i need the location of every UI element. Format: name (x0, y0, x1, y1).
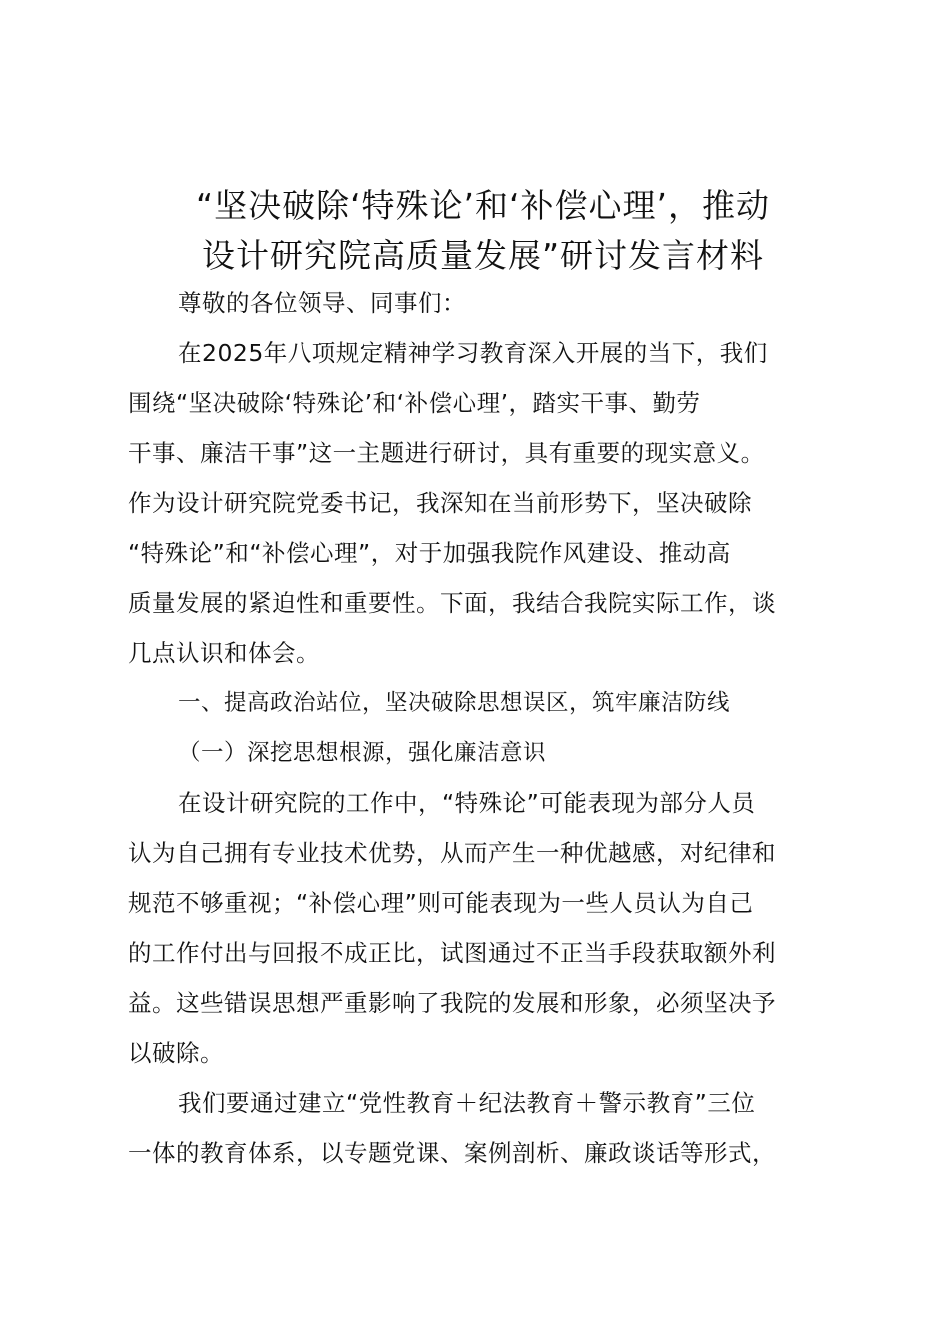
paragraph-line: “特殊论”和“补偿心理”，对于加强我院作风建设、推动高 (128, 539, 731, 567)
paragraph-intro (128, 328, 832, 678)
title-line-1: “坚决破除‘特殊论’和‘补偿心理’，推动 (195, 186, 771, 225)
paragraph-line: 规范不够重视；“补偿心理”则可能表现为一些人员认为自己 (128, 889, 754, 917)
document-body (128, 278, 832, 1178)
paragraph-line: 干事、廉洁干事”这一主题进行研讨，具有重要的现实意义。 (128, 439, 765, 467)
paragraph-line: 围绕“坚决破除‘特殊论’和‘补偿心理’，踏实干事、勤劳 (128, 389, 701, 417)
paragraph-line: 认为自己拥有专业技术优势，从而产生一种优越感，对纪律和 (128, 839, 776, 867)
document-title (118, 181, 848, 281)
paragraph-line: 质量发展的紧迫性和重要性。下面，我结合我院实际工作，谈 (128, 589, 776, 617)
paragraph-line: 在2025年八项规定精神学习教育深入开展的当下，我们 (178, 339, 768, 367)
paragraph-line: 以破除。 (128, 1039, 224, 1067)
paragraph-line: 在设计研究院的工作中，“特殊论”可能表现为部分人员 (178, 789, 756, 817)
paragraph-line: 作为设计研究院党委书记，我深知在当前形势下，坚决破除 (128, 489, 752, 517)
paragraph-line: 的工作付出与回报不成正比，试图通过不正当手段获取额外利 (128, 939, 776, 967)
salutation: 尊敬的各位领导、同事们： (178, 289, 466, 317)
subsection-heading: （一）深挖思想根源，强化廉洁意识 (178, 740, 547, 766)
paragraph-thought-roots (128, 778, 832, 1078)
paragraph-line: 几点认识和体会。 (128, 639, 320, 667)
paragraph-line: 我们要通过建立“党性教育＋纪法教育＋警示教育”三位 (178, 1089, 756, 1117)
section-heading: 一、提高政治站位，坚决破除思想误区，筑牢廉洁防线 (178, 690, 731, 716)
title-line-2: 设计研究院高质量发展”研讨发言材料 (201, 236, 765, 275)
paragraph-education-system (128, 1078, 832, 1178)
paragraph-line: 一体的教育体系，以专题党课、案例剖析、廉政谈话等形式， (128, 1139, 776, 1167)
paragraph-line: 益。这些错误思想严重影响了我院的发展和形象，必须坚决予 (128, 989, 776, 1017)
